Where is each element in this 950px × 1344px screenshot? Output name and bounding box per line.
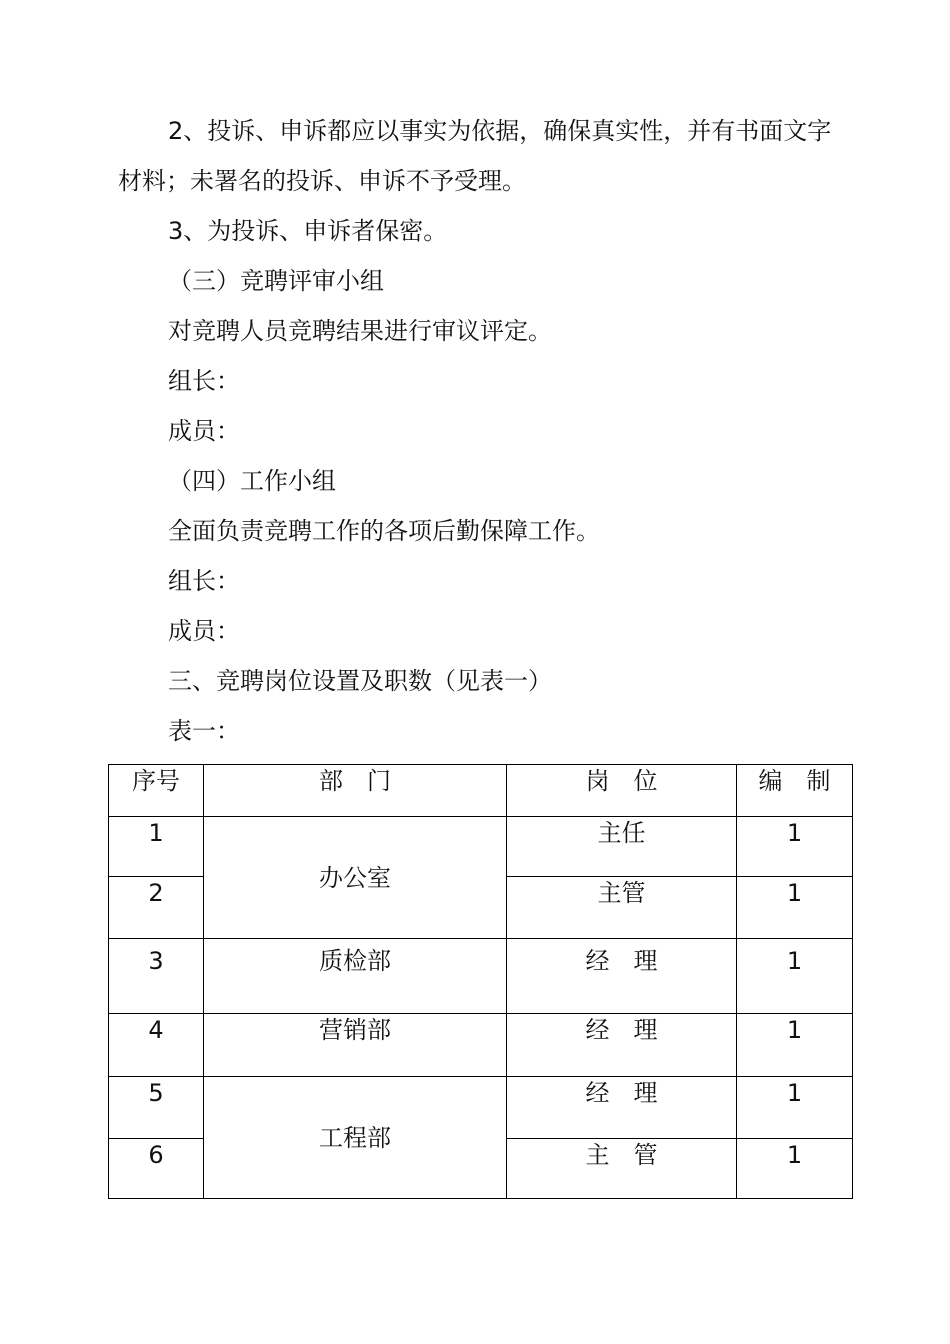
heading-work-group: （四）工作小组 <box>168 467 336 495</box>
table-row <box>109 1014 853 1077</box>
heading-positions-setup: 三、竞聘岗位设置及职数（见表一） <box>168 667 552 695</box>
paragraph-work-group-duty: 全面负责竞聘工作的各项后勤保障工作。 <box>168 517 600 545</box>
label-work-group-leader: 组长： <box>168 567 240 595</box>
paragraph-complaint-basis-line2: 材料；未署名的投诉、申诉不予受理。 <box>118 167 526 195</box>
cell-department: 工程部 <box>204 1077 507 1199</box>
header-headcount: 编 制 <box>737 765 853 817</box>
cell-department: 营销部 <box>204 1014 507 1077</box>
header-department: 部 门 <box>204 765 507 817</box>
cell-serial: 2 <box>109 877 204 939</box>
paragraph-confidentiality: 3、为投诉、申诉者保密。 <box>168 217 448 245</box>
cell-position: 主 管 <box>507 1139 737 1199</box>
cell-department: 办公室 <box>204 817 507 939</box>
cell-serial: 5 <box>109 1077 204 1139</box>
label-work-group-members: 成员： <box>168 617 240 645</box>
cell-serial: 6 <box>109 1139 204 1199</box>
cell-headcount: 1 <box>737 1014 853 1077</box>
cell-department: 质检部 <box>204 939 507 1014</box>
heading-review-panel: （三）竞聘评审小组 <box>168 267 384 295</box>
header-position: 岗 位 <box>507 765 737 817</box>
cell-serial: 4 <box>109 1014 204 1077</box>
cell-headcount: 1 <box>737 817 853 877</box>
cell-position: 主管 <box>507 877 737 939</box>
label-review-panel-members: 成员： <box>168 417 240 445</box>
cell-headcount: 1 <box>737 1139 853 1199</box>
cell-headcount: 1 <box>737 939 853 1014</box>
cell-serial: 3 <box>109 939 204 1014</box>
paragraph-complaint-basis-line1: 2、投诉、申诉都应以事实为依据，确保真实性，并有书面文字 <box>168 117 832 145</box>
cell-position: 主任 <box>507 817 737 877</box>
table-row <box>109 817 853 877</box>
cell-position: 经 理 <box>507 939 737 1014</box>
paragraph-review-panel-duty: 对竞聘人员竞聘结果进行审议评定。 <box>168 317 552 345</box>
table-row <box>109 1077 853 1139</box>
table-caption: 表一： <box>168 717 240 745</box>
label-review-panel-leader: 组长： <box>168 367 240 395</box>
header-serial: 序号 <box>109 765 204 817</box>
table-header-row <box>109 765 853 817</box>
cell-serial: 1 <box>109 817 204 877</box>
positions-table <box>108 764 853 1199</box>
cell-headcount: 1 <box>737 1077 853 1139</box>
cell-position: 经 理 <box>507 1014 737 1077</box>
table-row <box>109 939 853 1014</box>
cell-headcount: 1 <box>737 877 853 939</box>
cell-position: 经 理 <box>507 1077 737 1139</box>
